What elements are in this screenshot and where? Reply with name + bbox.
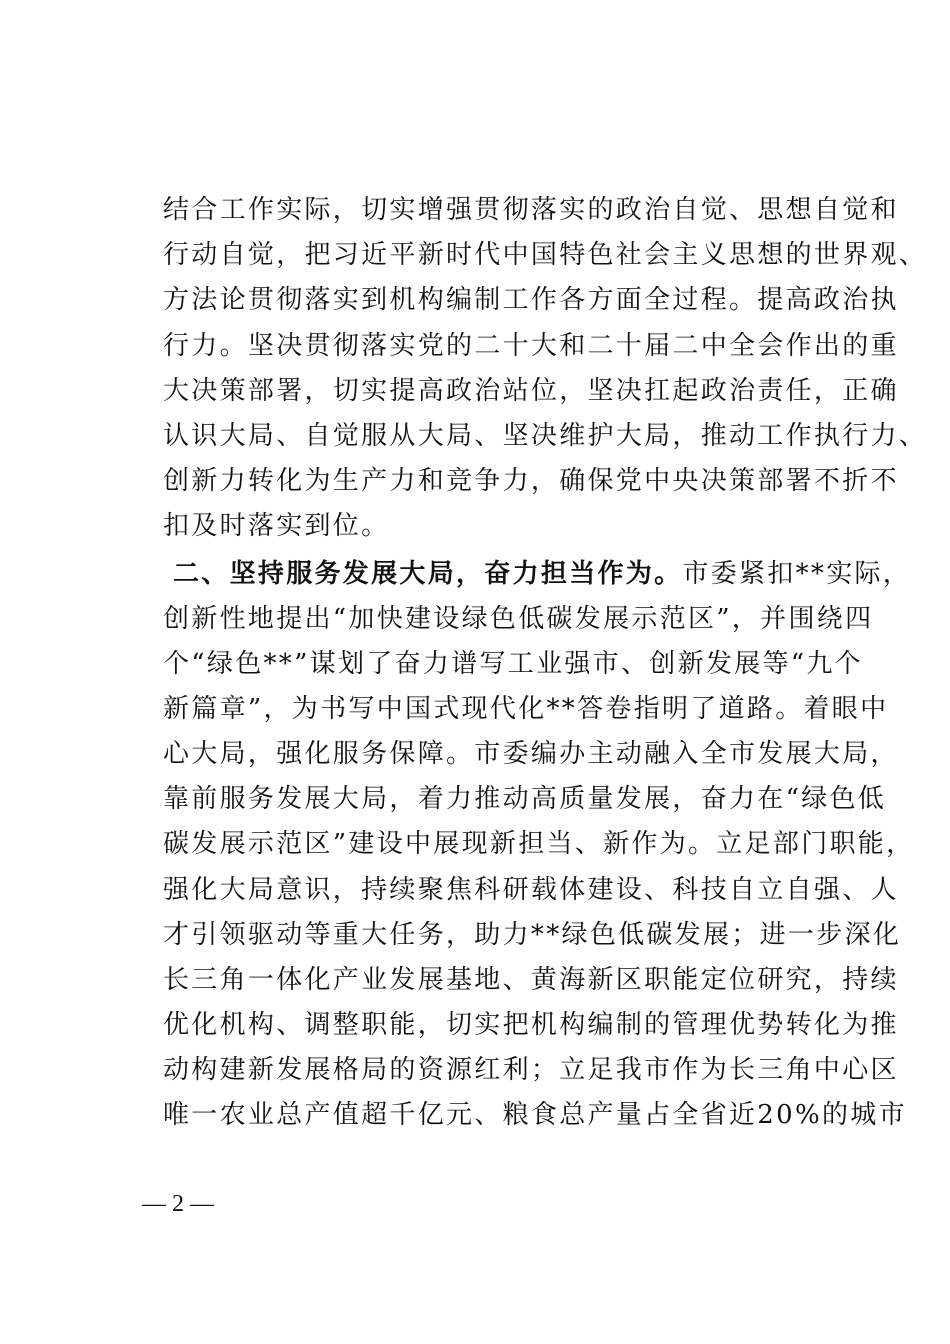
body-text-line: 个“绿色**”谋划了奋力谱写工业强市、创新发展等“九个 — [163, 649, 863, 679]
page-number: — 2 — — [142, 1191, 214, 1217]
body-text-line: 唯一农业总产值超千亿元、粮食总产量占全省近20%的城市 — [163, 1100, 907, 1130]
body-text-line: 扣及时落实到位。 — [163, 511, 390, 541]
body-text-line: 认识大局、自觉服从大局、坚决维护大局，推动工作执行力、 — [163, 421, 928, 451]
body-text-line: 碳发展示范区”建设中展现新担当、新作为。立足部门职能， — [163, 829, 915, 859]
body-text-line: 动构建新发展格局的资源红利；立足我市作为长三角中心区 — [163, 1055, 899, 1085]
section-heading-line — [173, 559, 912, 589]
section-intro-text: 市委紧扣**实际， — [682, 559, 912, 589]
body-text-line: 方法论贯彻落实到机构编制工作各方面全过程。提高政治执 — [163, 285, 899, 315]
body-text-line: 创新力转化为生产力和竞争力，确保党中央决策部署不折不 — [163, 466, 899, 496]
body-text-line: 结合工作实际，切实增强贯彻落实的政治自觉、思想自觉和 — [163, 195, 899, 225]
body-text-line: 强化大局意识，持续聚焦科研载体建设、科技自立自强、人 — [163, 875, 899, 905]
body-text-line: 大决策部署，切实提高政治站位，坚决扛起政治责任，正确 — [163, 376, 899, 406]
body-text-line: 新篇章”，为书写中国式现代化**答卷指明了道路。着眼中 — [163, 694, 889, 724]
body-text-line: 才引领驱动等重大任务，助力**绿色低碳发展；进一步深化 — [163, 920, 902, 950]
body-text-line: 靠前服务发展大局，着力推动高质量发展，奋力在“绿色低 — [163, 784, 887, 814]
body-text-line: 心大局，强化服务保障。市委编办主动融入全市发展大局， — [163, 739, 899, 769]
body-text-line: 优化机构、调整职能，切实把机构编制的管理优势转化为推 — [163, 1010, 899, 1040]
body-text-line: 行力。坚决贯彻落实党的二十大和二十届二中全会作出的重 — [163, 331, 899, 361]
body-text-line: 创新性地提出“加快建设绿色低碳发展示范区”，并围绕四 — [163, 604, 874, 634]
body-text-line: 行动自觉，把习近平新时代中国特色社会主义思想的世界观、 — [163, 240, 928, 270]
section-heading: 二、坚持服务发展大局，奋力担当作为。 — [173, 559, 683, 589]
body-text-line: 长三角一体化产业发展基地、黄海新区职能定位研究，持续 — [163, 965, 899, 995]
